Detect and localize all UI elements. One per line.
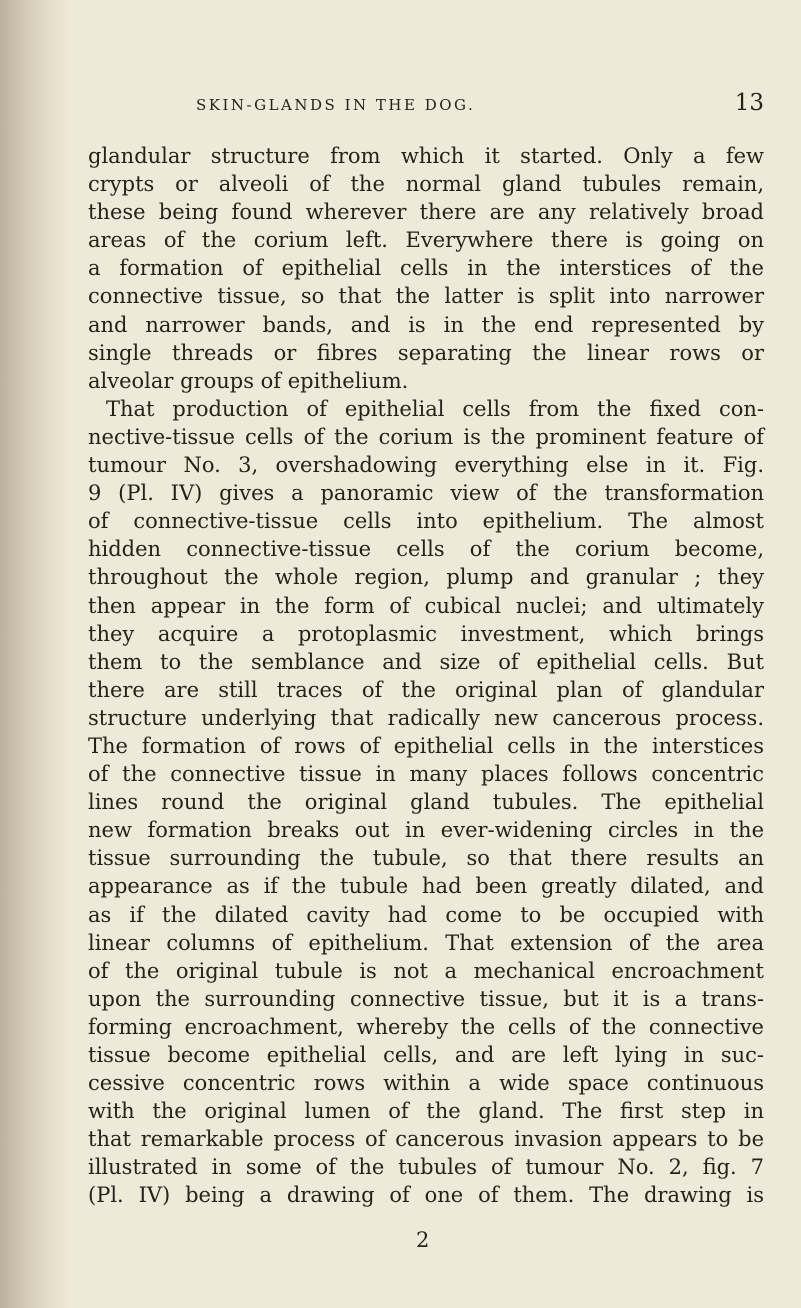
text-line: a formation of epithelial cells in the interstices of the bbox=[88, 256, 764, 281]
text-line: alveolar groups of epithelium. bbox=[88, 368, 409, 393]
text-line: linear columns of epithelium. That extension of the area bbox=[88, 930, 764, 955]
text-line: new formation breaks out in ever-widening circles in the bbox=[88, 818, 764, 843]
text-line: as if the dilated cavity had come to be occupied with bbox=[88, 902, 764, 927]
running-head bbox=[88, 90, 764, 120]
text-line: there are still traces of the original plan of glandular bbox=[88, 677, 764, 702]
text-line: they acquire a protoplasmic investment, which brings bbox=[88, 621, 764, 646]
text-line: of connective-tissue cells into epithelium. The almost bbox=[88, 509, 764, 534]
text-line: tissue become epithelial cells, and are left lying in suc- bbox=[88, 1043, 764, 1067]
text-line: with the original lumen of the gland. The first step in bbox=[88, 1099, 764, 1124]
text-line: appearance as if the tubule had been greatly dilated, and bbox=[88, 874, 764, 899]
text-line: illustrated in some of the tubules of tumour No. 2, fig. 7 bbox=[88, 1155, 764, 1180]
body-text bbox=[88, 142, 764, 1210]
signature-mark: 2 bbox=[416, 1228, 430, 1252]
text-line: of the original tubule is not a mechanical encroachment bbox=[88, 958, 764, 983]
text-line: The formation of rows of epithelial cells in the interstices bbox=[88, 733, 764, 758]
text-line: nective-tissue cells of the corium is the prominent feature of bbox=[88, 424, 764, 449]
text-line: single threads or fibres separating the linear rows or bbox=[88, 340, 764, 365]
text-line: structure underlying that radically new cancerous process. bbox=[88, 705, 764, 730]
text-line: areas of the corium left. Everywhere there is going on bbox=[88, 228, 764, 253]
text-line: crypts or alveoli of the normal gland tubules remain, bbox=[88, 172, 764, 197]
page-number: 13 bbox=[734, 90, 764, 116]
book-page bbox=[88, 0, 764, 1308]
text-line: connective tissue, so that the latter is split into narrower bbox=[88, 284, 764, 309]
text-line: lines round the original gland tubules. The epithelial bbox=[88, 790, 764, 815]
text-line: 9 (Pl. IV) gives a panoramic view of the transformation bbox=[88, 481, 764, 506]
text-line: of the connective tissue in many places follows concentric bbox=[88, 762, 764, 787]
text-line: (Pl. IV) being a drawing of one of them. The drawing is bbox=[88, 1183, 764, 1208]
text-line: forming encroachment, whereby the cells of the connective bbox=[88, 1014, 764, 1039]
text-line: tissue surrounding the tubule, so that there results an bbox=[88, 846, 764, 871]
binding-shadow bbox=[0, 0, 70, 1308]
text-line: and narrower bands, and is in the end represented by bbox=[88, 312, 764, 337]
text-line: cessive concentric rows within a wide space continuous bbox=[88, 1071, 764, 1096]
text-line: hidden connective-tissue cells of the corium become, bbox=[88, 537, 764, 562]
text-line: throughout the whole region, plump and granular ; they bbox=[88, 565, 764, 590]
text-line: That production of epithelial cells from the fixed con- bbox=[106, 396, 764, 421]
text-line: upon the surrounding connective tissue, but it is a trans- bbox=[88, 986, 764, 1011]
text-line: glandular structure from which it started. Only a few bbox=[88, 144, 764, 168]
running-head-title: SKIN-GLANDS IN THE DOG. bbox=[196, 96, 476, 114]
text-line: them to the semblance and size of epithelial cells. But bbox=[88, 649, 764, 674]
text-line: that remarkable process of cancerous invasion appears to be bbox=[88, 1127, 764, 1152]
text-line: tumour No. 3, overshadowing everything else in it. Fig. bbox=[88, 453, 764, 478]
text-line: then appear in the form of cubical nuclei; and ultimately bbox=[88, 593, 764, 618]
text-line: these being found wherever there are any relatively broad bbox=[88, 200, 764, 225]
